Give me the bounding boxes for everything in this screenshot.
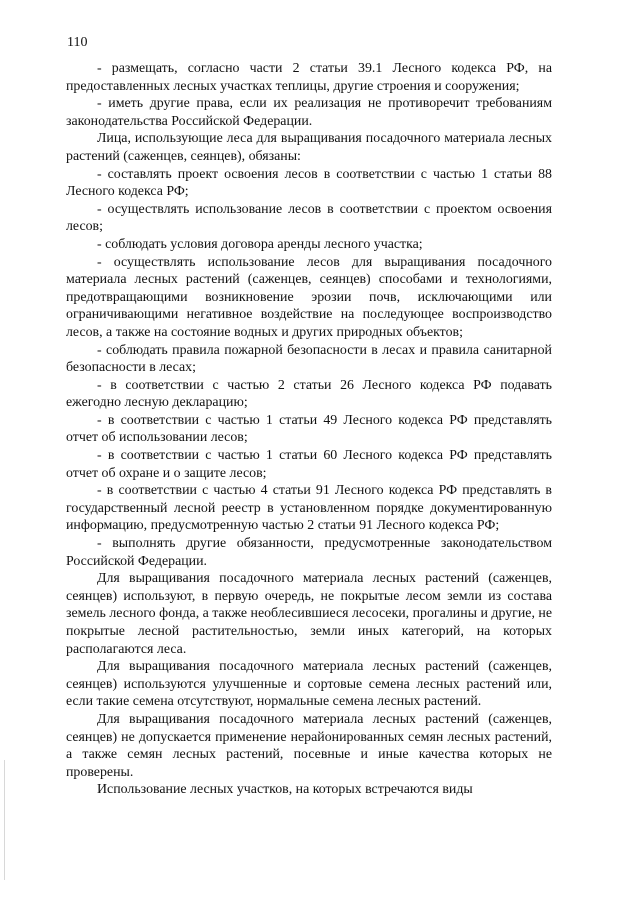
paragraph: Для выращивания посадочного материала лесных растений (саженцев, сеянцев) не допускается применение нерайонированных семян лесных растений, а также семян лесных растений, посевные и иные качества которых не проверены. (66, 711, 552, 780)
paragraph: Для выращивания посадочного материала лесных растений (саженцев, сеянцев) используют, в первую очередь, не покрытые лесом земли из состава земель лесного фонда, а также необлесившиеся лесосеки, прогалины и другие, не покрытые лесной растительностью, земли иных категорий, на которых располагаются леса. (66, 571, 553, 657)
paragraph: - выполнять другие обязанности, предусмотренные законодательством Российской Федерации. (66, 536, 552, 569)
paragraph: - составлять проект освоения лесов в соответствии с частью 1 статьи 88 Лесного кодекса РФ; (66, 166, 552, 200)
paragraph: - в соответствии с частью 1 статьи 60 Лесного кодекса РФ представлять отчет об охране и о защите лесов; (66, 448, 552, 481)
scan-edge-mark (4, 760, 5, 880)
paragraph: Для выращивания посадочного материала лесных растений (саженцев, сеянцев) используются улучшенные и сортовые семена лесных растений или, если такие семена отсутствуют, нормальные семена лесных растений. (66, 659, 552, 710)
paragraph: - в соответствии с частью 4 статьи 91 Лесного кодекса РФ представлять в государственный лесной реестр в установленном порядке документированную информацию, предусмотренную частью 2 статьи 91 Лесного кодекса РФ; (66, 483, 552, 534)
paragraph: - в соответствии с частью 2 статьи 26 Лесного кодекса РФ подавать ежегодно лесную декларацию; (66, 377, 552, 411)
paragraph: - иметь другие права, если их реализация не противоречит требованиям законодательства Российской Федерации. (66, 96, 552, 129)
paragraph: - осуществлять использование лесов для выращивания посадочного материала лесных растений (саженцев, сеянцев) способами и технологиями, предотвращающими возникновение эрозии почв, исключающими или ограничивающими негативное воздействие на последующее воспроизводство лесов, а также на состояние водных и других природных объектов; (66, 254, 552, 340)
paragraph: - в соответствии с частью 1 статьи 49 Лесного кодекса РФ представлять отчет об использовании лесов; (66, 412, 552, 446)
paragraph: Использование лесных участков, на которых встречаются виды (97, 782, 473, 798)
paragraph: Лица, использующие леса для выращивания посадочного материала лесных растений (саженцев, сеянцев), обязаны: (66, 131, 552, 164)
paragraph: - размещать, согласно части 2 статьи 39.1 Лесного кодекса РФ, на предоставленных лесных участках теплицы, другие строения и сооружения; (66, 61, 552, 94)
paragraph: - осуществлять использование лесов в соответствии с проектом освоения лесов; (66, 201, 552, 235)
page-number: 110 (67, 35, 88, 50)
paragraph: - соблюдать правила пожарной безопасности в лесах и правила санитарной безопасности в лесах; (66, 342, 552, 376)
body-text (66, 60, 552, 799)
paragraph: - соблюдать условия договора аренды лесного участка; (97, 236, 423, 252)
